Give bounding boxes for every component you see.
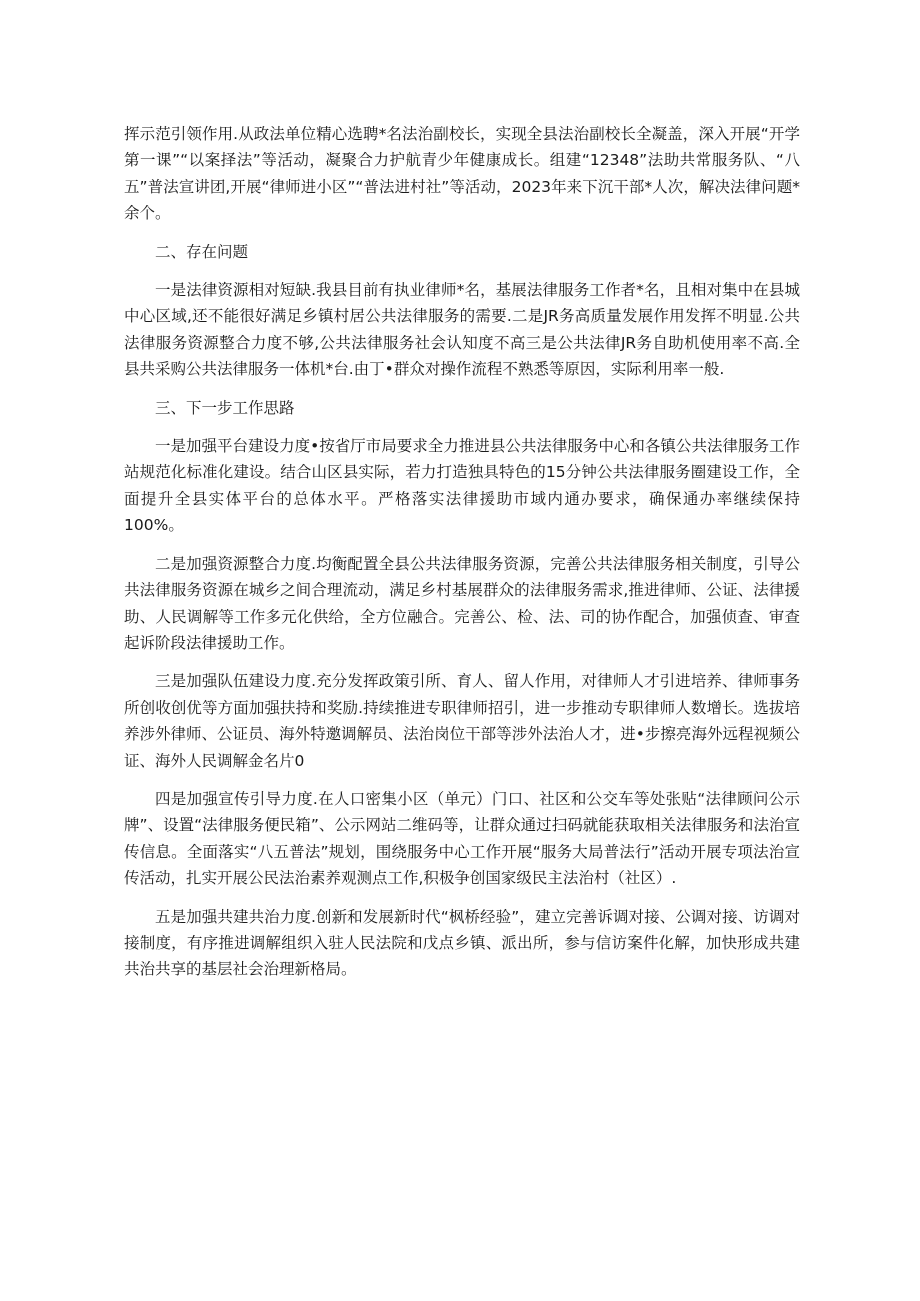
section-heading-next-steps: 三、下一步工作思路 <box>155 398 295 417</box>
intro-paragraph: 挥示范引领作用.从政法单位精心选聘*名法治副校长，实现全县法治副校长全凝盖，深入开展“开学第一课”“以案择法”等活动，凝聚合力护航青少年健康成长。组建“12348”法助共常服务队、“八五”普法宣讲团,开展“律师进小区”“普法进村社”等活动，2023年来下沉干部*人次，解决法律问题*余个。 <box>124 125 800 223</box>
next-steps-paragraph-2: 二是加强资源整合力度.均衡配置全县公共法律服务资源，完善公共法律服务相关制度，引导公共法律服务资源在城乡之间合理流动，满足乡村基展群众的法律服务需求,推进律师、公证、法律援助、人民调解等工作多元化供给，全方位融合。完善公、检、法、司的协作配合，加强侦查、审查起诉阶段法律援助工作。 <box>124 554 800 652</box>
next-steps-paragraph-1: 一是加强平台建设力度•按省厅市局要求全力推进县公共法律服务中心和各镇公共法律服务工作站规范化标准化建设。结合山区县实际，若力打造独具特色的15分钟公共法律服务圈建设工作，全面提升全县实体平台的总体水平。严格落实法律援助市域内通办要求，确保通办率继续保持100%。 <box>124 437 800 535</box>
document-body <box>124 121 800 995</box>
section-heading-problems: 二、存在问题 <box>155 242 249 261</box>
next-steps-paragraph-5: 五是加强共建共治力度.创新和发展新时代“枫桥经验”，建立完善诉调对接、公调对接、访调对接制度，有序推进调解组织入驻人民法院和戊点乡镇、派出所，参与信访案件化解，加快形成共建共治共享的基层社会治理新格局。 <box>124 907 800 979</box>
next-steps-paragraph-4: 四是加强宣传引导力度.在人口密集小区（单元）门口、社区和公交车等处张贴“法律顾问公示牌”、设置“法律服务便民箱”、公示网站二维码等，让群众通过扫码就能获取相关法律服务和法治宣传信息。全面落实“八五普法”规划，围绕服务中心工作开展“服务大局普法行”活动开展专项法治宣传活动，扎实开展公民法治素养观测点工作,积极争创国家级民主法治村（社区）. <box>124 789 800 888</box>
problems-paragraph: 一是法律资源相对短缺.我县目前有执业律师*名，基展法律服务工作者*名，且相对集中在县城中心区域,还不能很好满足乡镇村居公共法律服务的需要.二是JR务高质量发展作用发挥不明显.公共法律服务资源整合力度不够,公共法律服务社会认知度不高三是公共法律JR务自助机使用率不高.全县共采购公共法律服务一体机*台.由丁•群众对操作流程不熟悉等原因，实际利用率一般. <box>124 281 800 379</box>
next-steps-paragraph-3: 三是加强队伍建设力度.充分发挥政策引所、育人、留人作用，对律师人才引进培养、律师事务所创收创优等方面加强扶持和奖励.持续推进专职律师招引，进一步推动专职律师人数增长。选拔培养涉外律师、公证员、海外特邀调解员、法治岗位干部等涉外法治人才，进•步擦亮海外远程视频公证、海外人民调解金名片0 <box>124 672 800 770</box>
